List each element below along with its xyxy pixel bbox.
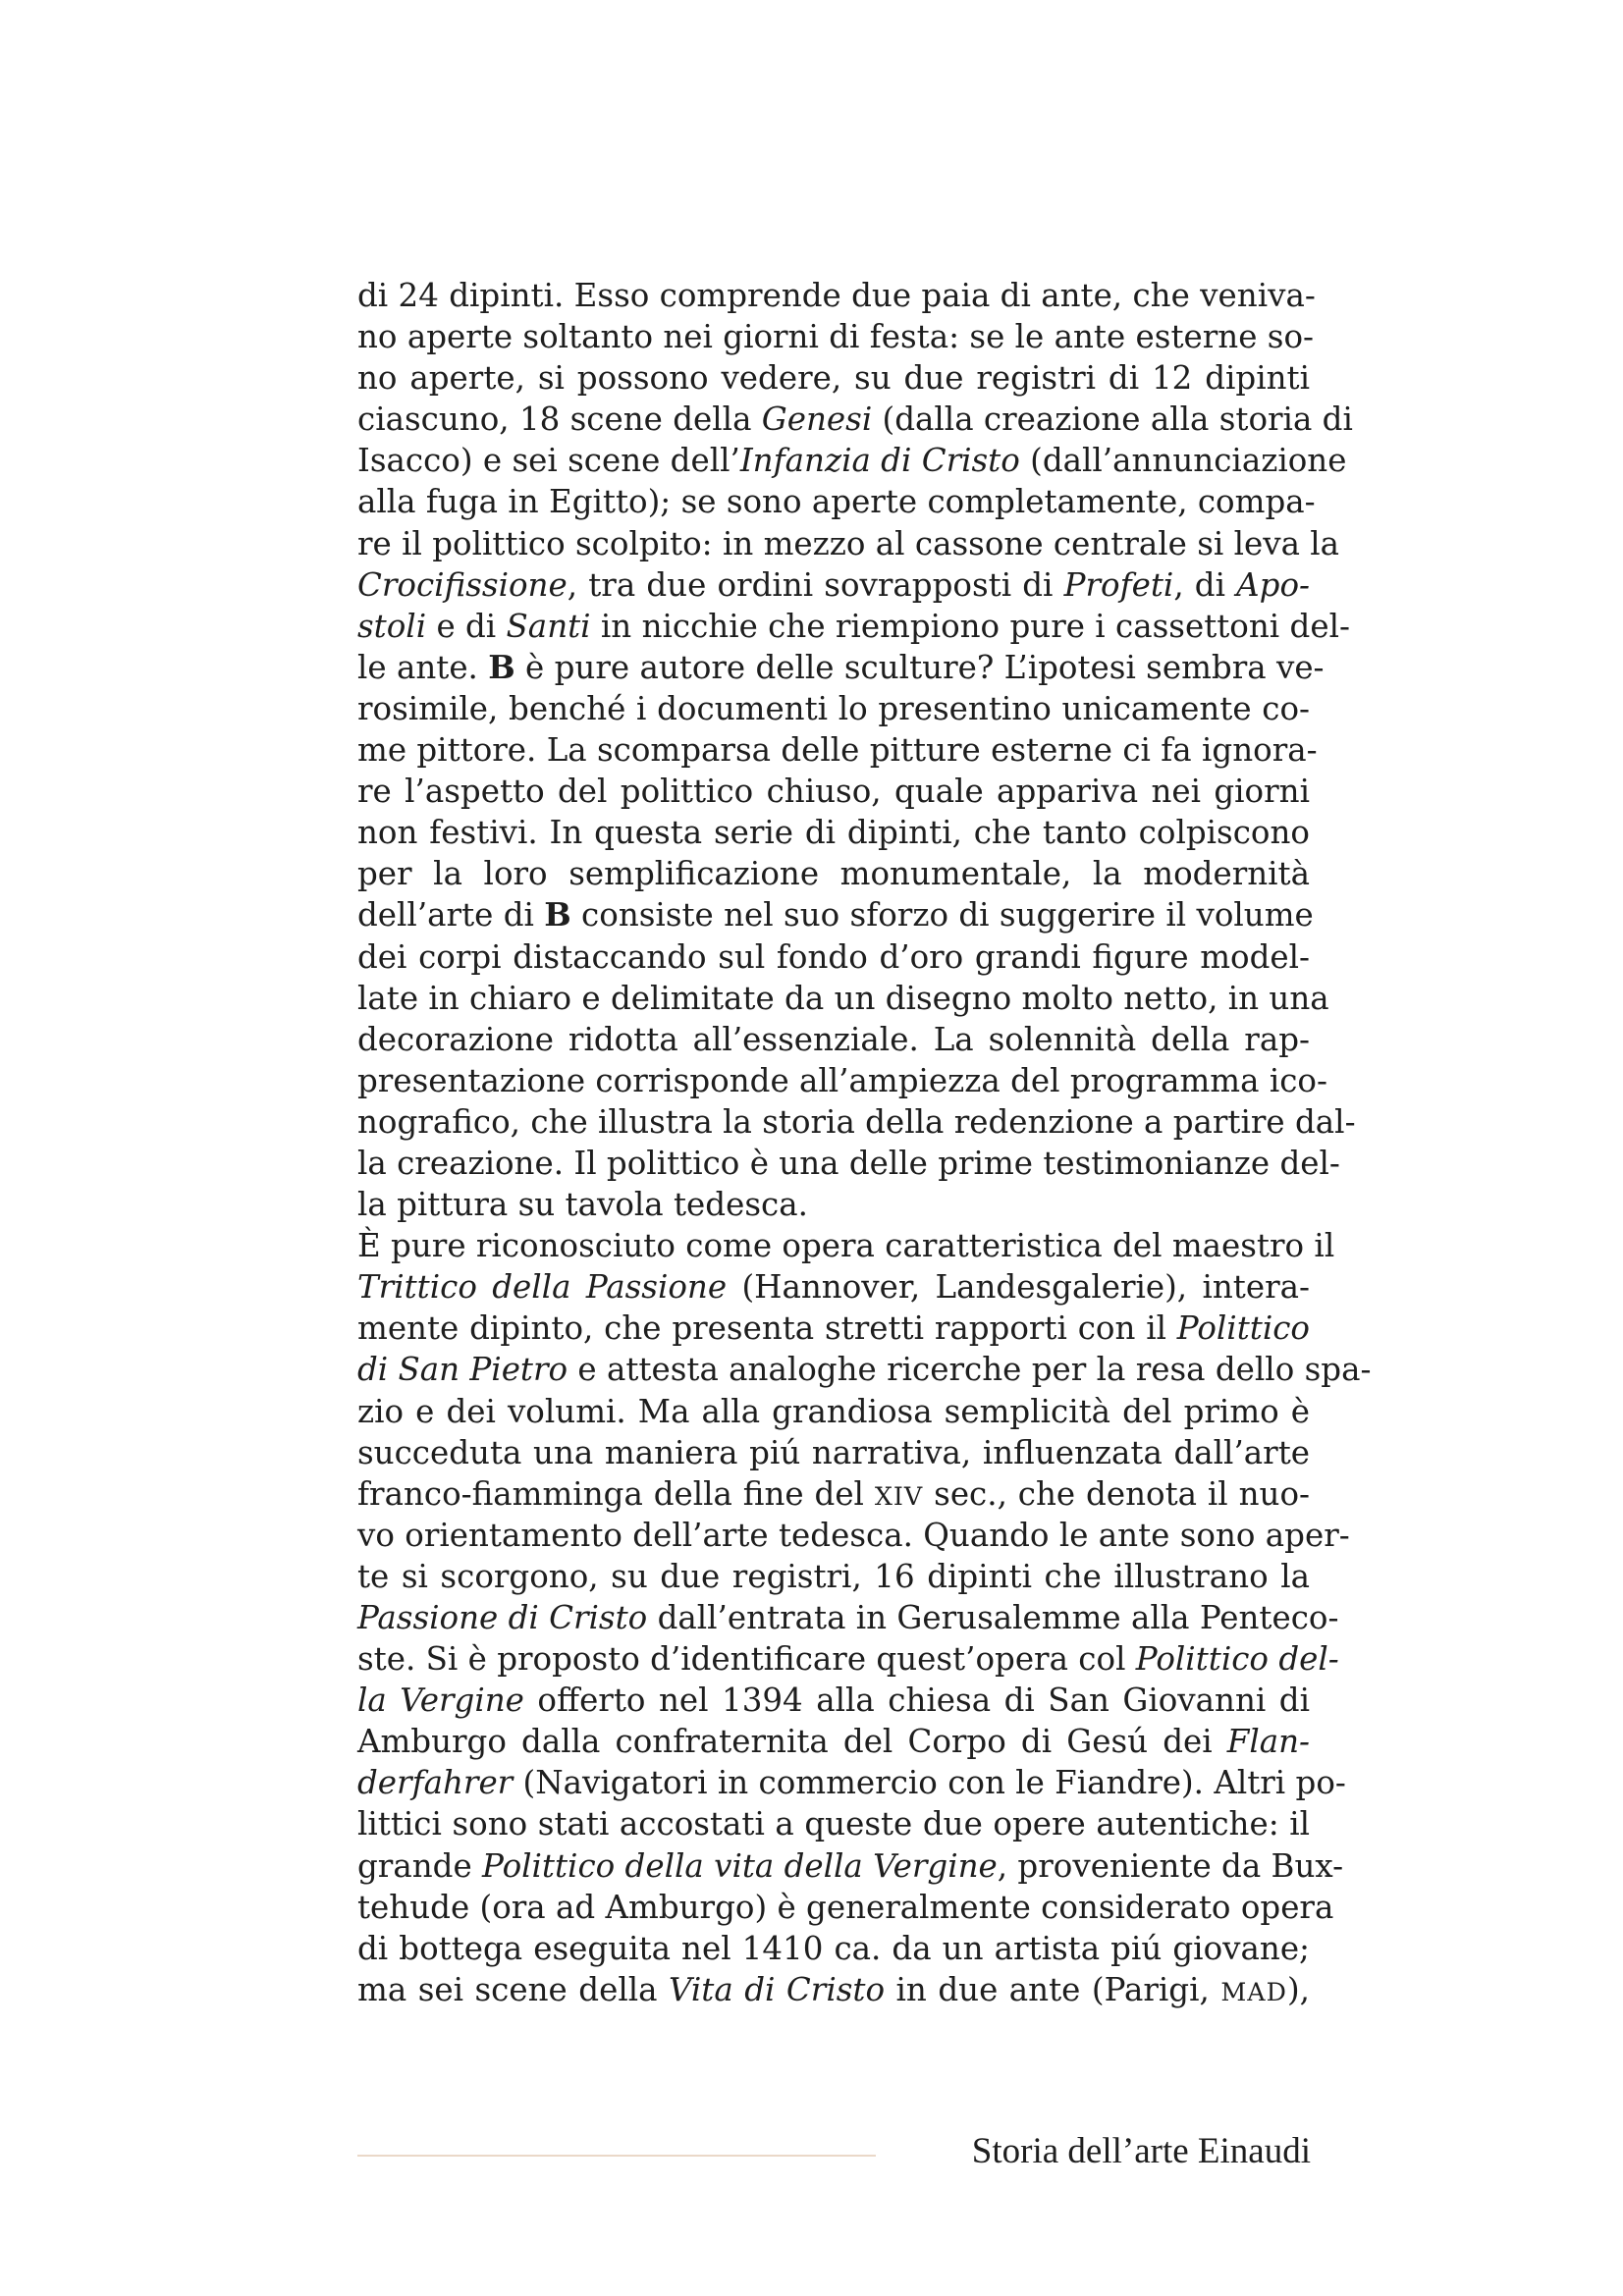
text-line xyxy=(357,440,1347,481)
text-segment: È pure riconosciuto come opera caratteristica del maestro il xyxy=(357,1227,1335,1265)
text-line xyxy=(357,481,1316,522)
italic-text: Santi xyxy=(506,607,591,645)
text-line xyxy=(357,564,1310,606)
footer-title: Storia dell’arte Einaudi xyxy=(971,2131,1311,2171)
text-segment: , tra due ordini sovrapposti di xyxy=(567,565,1064,604)
text-line xyxy=(357,1101,1356,1143)
text-line xyxy=(357,316,1315,357)
text-segment: , di xyxy=(1173,565,1237,604)
text-segment: succeduta una maniera piú narrativa, influenzata dall’arte xyxy=(357,1433,1310,1471)
text-line xyxy=(357,647,1325,688)
text-line xyxy=(357,1184,1310,1225)
text-line xyxy=(357,978,1329,1019)
text-segment: littici sono stati accostati a queste due opere autentiche: il xyxy=(357,1805,1310,1843)
text-segment: le ante. xyxy=(357,648,489,686)
text-segment: di 24 dipinti. Esso comprende due paia di ante, che veniva- xyxy=(357,277,1316,314)
text-segment: alla fuga in Egitto); se sono aperte completamente, compa- xyxy=(357,483,1316,521)
text-line xyxy=(357,606,1350,647)
text-segment: re il polittico scolpito: in mezzo al cassone centrale si leva la xyxy=(357,524,1340,562)
text-segment: (dalla creazione alla storia di xyxy=(872,400,1353,439)
text-line xyxy=(357,1597,1339,1638)
text-segment: e di xyxy=(426,607,507,645)
text-segment: no aperte soltanto nei giorni di festa: se le ante esterne so- xyxy=(357,318,1315,356)
text-segment: no aperte, si possono vedere, su due registri di 12 dipinti xyxy=(357,359,1310,398)
italic-text: derfahrer xyxy=(357,1764,514,1802)
text-line xyxy=(357,812,1310,853)
italic-text: Polittico xyxy=(1176,1309,1310,1348)
text-segment: sec., che denota il nuo- xyxy=(923,1474,1310,1513)
italic-text: di San Pietro xyxy=(357,1351,568,1389)
text-segment: per la loro semplificazione monumentale, la modernità xyxy=(357,855,1310,893)
text-segment: me pittore. La scomparsa delle pitture esterne ci fa ignora- xyxy=(357,731,1318,770)
footer-rule xyxy=(357,2155,876,2157)
text-line xyxy=(357,1143,1340,1184)
text-line xyxy=(357,853,1310,894)
text-segment: consiste nel suo sforzo di suggerire il volume xyxy=(570,896,1314,934)
italic-text: Passione di Cristo xyxy=(357,1599,648,1636)
text-segment: tehude (ora ad Amburgo) è generalmente considerato opera xyxy=(357,1888,1334,1926)
text-line xyxy=(357,275,1316,316)
text-segment: in nicchie che riempiono pure i cassettoni del- xyxy=(590,607,1350,645)
text-segment: ), xyxy=(1286,1970,1310,2008)
text-line xyxy=(357,771,1310,812)
text-line xyxy=(357,1432,1310,1473)
text-segment: nografico, che illustra la storia della redenzione a partire dal- xyxy=(357,1102,1356,1141)
text-line xyxy=(357,936,1310,978)
italic-text: Crocifissione xyxy=(357,565,568,604)
text-segment: late in chiaro e delimitate da un disegno molto netto, in una xyxy=(357,979,1329,1017)
italic-text: Trittico della Passione xyxy=(357,1268,728,1307)
text-segment: rosimile, benché i documenti lo presentino unicamente co- xyxy=(357,689,1310,727)
text-line xyxy=(357,1391,1310,1432)
italic-text: Polittico del- xyxy=(1135,1640,1339,1679)
text-segment: grande xyxy=(357,1846,483,1885)
text-segment: mente dipinto, che presenta stretti rapporti con il xyxy=(357,1309,1177,1348)
text-segment: in due ante (Parigi, xyxy=(885,1970,1221,2008)
text-line xyxy=(357,1845,1344,1887)
text-segment: ste. Si è proposto d’identificare quest’opera col xyxy=(357,1640,1136,1679)
text-line xyxy=(357,1060,1327,1101)
text-line xyxy=(357,1803,1310,1844)
text-segment: vo orientamento dell’arte tedesca. Quando le ante sono aper- xyxy=(357,1516,1350,1554)
text-segment: Amburgo dalla confraternita del Corpo di Gesú dei xyxy=(357,1723,1227,1761)
text-segment: ciascuno, 18 scene della xyxy=(357,400,762,439)
text-line xyxy=(357,1556,1310,1597)
italic-text: Flan- xyxy=(1226,1723,1310,1761)
text-line xyxy=(357,1887,1334,1928)
text-segment: decorazione ridotta all’essenziale. La solennità della rap- xyxy=(357,1020,1310,1058)
body-text xyxy=(357,275,1372,2010)
text-line xyxy=(357,1019,1310,1060)
italic-text: Profeti xyxy=(1063,565,1174,604)
text-segment: di bottega eseguita nel 1410 ca. da un artista piú giovane; xyxy=(357,1929,1310,1967)
text-line xyxy=(357,1969,1310,2010)
text-line xyxy=(357,894,1314,935)
text-line xyxy=(357,523,1340,564)
text-segment: offerto nel 1394 alla chiesa di San Giovanni di xyxy=(523,1682,1310,1720)
italic-text: Apo- xyxy=(1236,565,1310,604)
text-segment: dall’entrata in Gerusalemme alla Penteco- xyxy=(647,1599,1339,1636)
italic-text: Vita di Cristo xyxy=(668,1970,886,2008)
italic-text: Infanzia di Cristo xyxy=(739,442,1020,480)
text-segment: zio e dei volumi. Ma alla grandiosa semplicità del primo è xyxy=(357,1392,1310,1430)
text-line xyxy=(357,1266,1310,1308)
text-segment: dell’arte di xyxy=(357,896,545,934)
italic-text: la Vergine xyxy=(357,1682,524,1720)
italic-text: stoli xyxy=(357,607,427,645)
text-segment: franco-fiamminga della fine del xyxy=(357,1474,875,1513)
text-segment: dei corpi distaccando sul fondo d’oro grandi figure model- xyxy=(357,937,1310,976)
bold-text: B xyxy=(488,647,515,686)
text-line xyxy=(357,1680,1310,1721)
text-line xyxy=(357,1721,1310,1762)
small-caps-text: XIV xyxy=(874,1480,924,1511)
text-line xyxy=(357,1349,1372,1390)
text-segment: , proveniente da Bux- xyxy=(997,1846,1344,1885)
text-segment: la pittura su tavola tedesca. xyxy=(357,1186,808,1224)
text-line xyxy=(357,1928,1310,1969)
text-segment: presentazione corrisponde all’ampiezza del programma ico- xyxy=(357,1061,1327,1099)
text-line xyxy=(357,688,1310,729)
text-segment: la creazione. Il polittico è una delle prime testimonianze del- xyxy=(357,1144,1340,1182)
text-line xyxy=(357,1515,1350,1556)
text-line xyxy=(357,1762,1346,1803)
text-segment: re l’aspetto del polittico chiuso, quale appariva nei giorni xyxy=(357,773,1310,811)
text-segment: te si scorgono, su due registri, 16 dipinti che illustrano la xyxy=(357,1557,1310,1595)
text-segment: (Navigatori in commercio con le Fiandre). Altri po- xyxy=(513,1764,1346,1802)
text-segment: ma sei scene della xyxy=(357,1970,669,2008)
text-line xyxy=(357,357,1310,399)
bold-text: B xyxy=(544,895,571,934)
text-line xyxy=(357,729,1318,771)
text-segment: (dall’annunciazione xyxy=(1019,442,1347,480)
text-line xyxy=(357,1638,1339,1680)
text-segment: è pure autore delle sculture? L’ipotesi sembra ve- xyxy=(514,648,1325,686)
italic-text: Polittico della vita della Vergine xyxy=(482,1846,998,1885)
text-segment: Isacco) e sei scene dell’ xyxy=(357,442,740,480)
text-segment: non festivi. In questa serie di dipinti, che tanto colpiscono xyxy=(357,814,1310,852)
text-line xyxy=(357,1473,1310,1515)
text-segment: (Hannover, Landesgalerie), intera- xyxy=(727,1268,1310,1307)
text-line xyxy=(357,399,1353,440)
italic-text: Genesi xyxy=(761,400,873,439)
text-line xyxy=(357,1308,1310,1349)
small-caps-text: MAD xyxy=(1220,1976,1287,2006)
text-line xyxy=(357,1225,1335,1266)
text-segment: e attesta analoghe ricerche per la resa dello spa- xyxy=(568,1351,1372,1389)
